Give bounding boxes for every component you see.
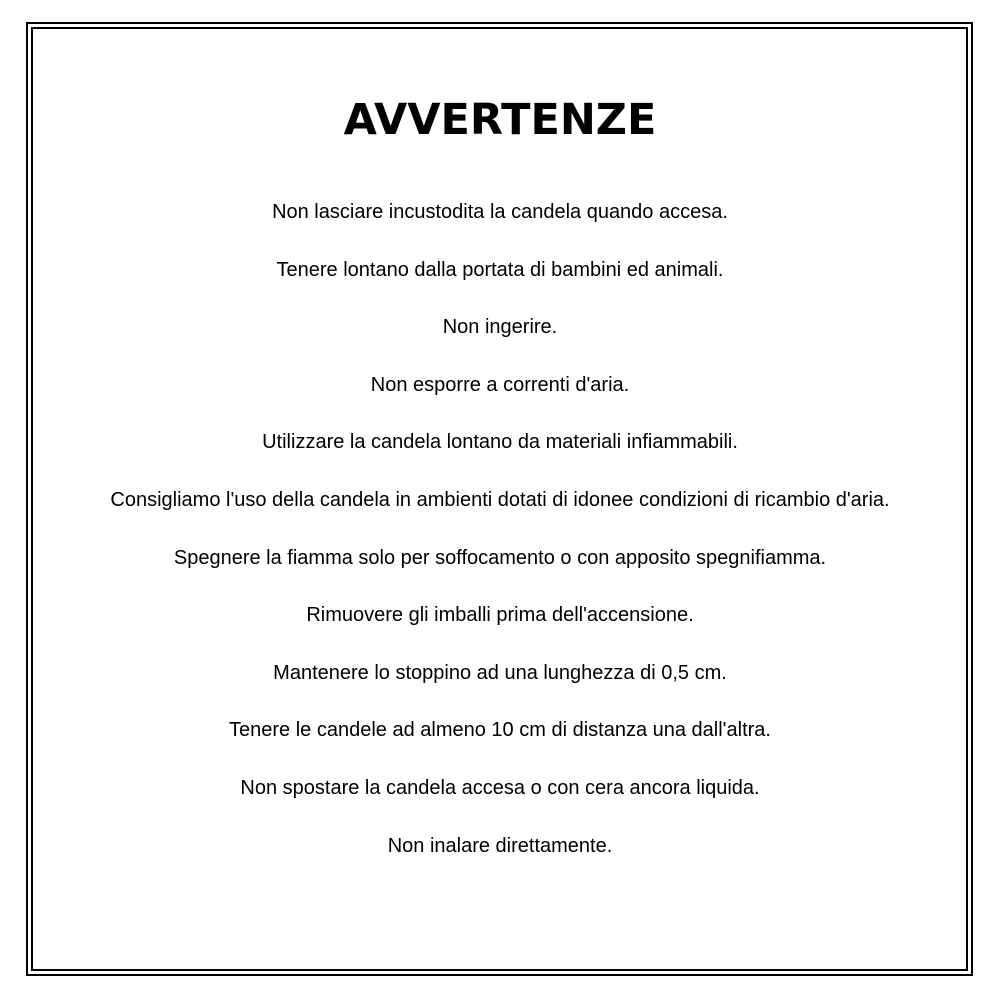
warning-item: Spegnere la fiamma solo per soffocamento o con apposito spegnifiamma. (173, 546, 827, 569)
warning-item: Tenere le candele ad almeno 10 cm di distanza una dall'altra. (229, 719, 771, 742)
warning-item: Tenere lontano dalla portata di bambini ed animali. (276, 258, 724, 281)
warnings-list (100, 198, 900, 889)
warning-item: Non ingerire. (442, 316, 558, 339)
warning-item: Consigliamo l'uso della candela in ambienti dotati di idonee condizioni di ricambio d'aria. (110, 488, 890, 511)
warning-item: Non spostare la candela accesa o con cera ancora liquida. (240, 776, 760, 799)
warning-item: Mantenere lo stoppino ad una lunghezza di 0,5 cm. (273, 661, 727, 684)
warning-item: Non esporre a correnti d'aria. (370, 373, 630, 396)
warning-item: Non inalare direttamente. (387, 834, 613, 857)
warning-item: Utilizzare la candela lontano da materiali infiammabili. (262, 431, 738, 454)
page-title: AVVERTENZE (343, 95, 657, 145)
warning-item: Rimuovere gli imballi prima dell'accensione. (306, 604, 694, 627)
warning-item: Non lasciare incustodita la candela quando accesa. (272, 201, 728, 223)
warning-card (100, 0, 900, 1000)
